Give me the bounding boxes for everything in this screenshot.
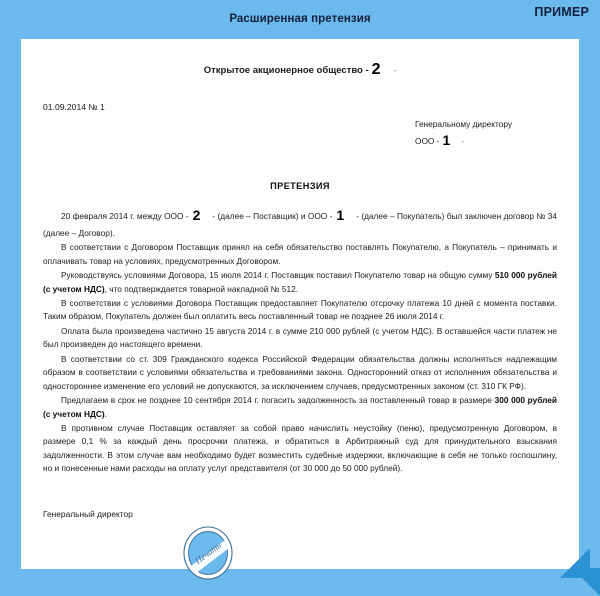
p1-part-c: - (далее – Покупатель) был заключен договор № 34 (далее – Договор).	[43, 211, 557, 238]
folded-corner-decoration	[556, 552, 600, 596]
meta-row	[43, 102, 557, 150]
p1-placeholder-buyer: 1	[336, 207, 345, 224]
p7-part-a: Предлагаем в срок не позднее 10 сентября 2014 г. погасить задолженность за поставленный товар в размере	[61, 395, 495, 406]
paragraph-7	[43, 394, 557, 421]
paragraph-2: В соответствии с Договором Поставщик принял на себя обязательство поставлять Покупателю, а Покупатель – принимать и оплачивать товар на условиях, предусмотренных Договором.	[43, 242, 557, 266]
paragraph-4: В соответствии с условиями Договора Поставщик предоставляет Покупателю отсрочку платежа 10 дней с момента поставки. Таким образом, Покупатель должен был оплатить весь поставленный товар не позднее 26 июля 2014 г.	[43, 298, 557, 322]
letterhead-suffix: -	[393, 66, 397, 75]
p1-part-b: - (далее – Поставщик) и ООО -	[212, 211, 333, 222]
addressee-org-suffix: -	[461, 137, 464, 147]
banner	[0, 0, 600, 40]
p7-amount-bold: 300 000 рублей (с учетом НДС)	[43, 395, 557, 419]
addressee-org-prefix: ООО -	[415, 136, 440, 147]
paragraph-5: Оплата была произведена частично 15 августа 2014 г. в сумме 210 000 рублей (с учетом НДС). В оставшейся части платеж не был произведен до настоящего времени.	[43, 325, 557, 350]
p3-part-b: , что подтверждается товарной накладной № 512.	[104, 283, 299, 294]
p1-placeholder-supplier: 2	[192, 207, 201, 224]
letterhead	[43, 39, 557, 79]
seal-label: Печать	[193, 540, 223, 566]
p3-part-a: Руководствуясь условиями Договора, 15 июля 2014 г. Поставщик поставил Покупателю товар на общую сумму	[61, 270, 495, 281]
claim-heading: ПРЕТЕНЗИЯ	[270, 181, 330, 192]
document-paper	[21, 39, 579, 569]
p7-part-b: .	[104, 408, 107, 419]
paragraph-8: В противном случае Поставщик оставляет за собой право начислить неустойку (пеню), предусмотренную Договором, в размере 0,1 % за каждый день просрочки платежа, и обратиться в Арбитражный суд для принудительного взыскания задолженности. В этом случае вам необходимо будет возместить судебные издержки, включающие в себя не только госпошлину, но и понесенные нами расходы на оплату услуг представителя (от 30 000 до 50 000 рублей).	[43, 422, 557, 474]
signature-line: Генеральный директор	[43, 509, 133, 519]
paragraph-6: В соответствии со ст. 309 Гражданского кодекса Российской Федерации обязательства должны исполняться надлежащим образом в соответствии с условиями обязательства и требованиями закона. Односторонний отказ от исполнения обязательства и одностороннее изменение его условий не допускаются, за исключением случаев, предусмотренных законом (ст. 310 ГК РФ).	[43, 353, 557, 391]
page-title: Расширенная претензия	[229, 13, 371, 25]
letterhead-prefix: Открытое акционерное общество -	[203, 65, 369, 76]
paragraph-1	[43, 204, 557, 240]
document-date: 01.09.2014 № 1	[43, 102, 105, 113]
addressee-placeholder: 1	[442, 132, 451, 149]
p3-amount-bold: 510 000 рублей (с учетом НДС)	[43, 270, 557, 294]
letterhead-placeholder: 2	[371, 61, 381, 78]
addressee-line-1: Генеральному директору	[415, 119, 513, 130]
p1-part-a: 20 февраля 2014 г. между ООО -	[61, 211, 189, 222]
document-body	[43, 204, 557, 476]
seal-stamp-icon	[181, 524, 235, 582]
example-badge: ПРИМЕР	[534, 5, 589, 19]
addressee-block	[415, 118, 512, 150]
addressee-line-2	[415, 130, 512, 150]
paragraph-3	[43, 269, 557, 296]
